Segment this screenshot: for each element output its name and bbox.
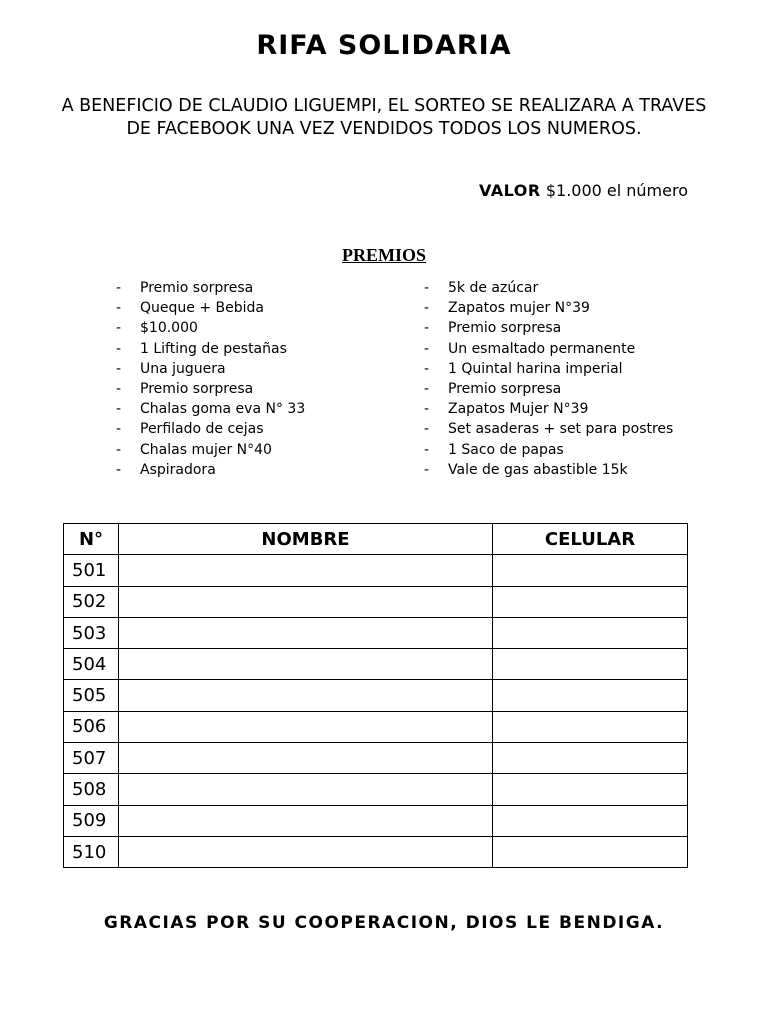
prize-item: - 1 Quintal harina imperial bbox=[424, 360, 623, 377]
prize-label: Premio sorpresa bbox=[448, 320, 562, 337]
prize-label: $10.000 bbox=[140, 320, 198, 337]
prize-item: - 1 Saco de papas bbox=[424, 441, 564, 458]
prize-item: - Zapatos Mujer N°39 bbox=[424, 401, 589, 418]
table-row bbox=[64, 617, 688, 648]
name-cell[interactable] bbox=[119, 743, 493, 774]
prize-item: - Un esmaltado permanente bbox=[424, 340, 636, 357]
phone-cell[interactable] bbox=[493, 555, 688, 586]
prize-label: 1 Lifting de pestañas bbox=[140, 340, 287, 357]
prize-list-left bbox=[116, 278, 305, 480]
prize-item: - Vale de gas abastible 15k bbox=[424, 461, 628, 478]
row-number: 501 bbox=[64, 555, 119, 586]
name-cell[interactable] bbox=[119, 774, 493, 805]
prize-item: - Premio sorpresa bbox=[424, 320, 562, 337]
row-number: 504 bbox=[64, 649, 119, 680]
price-line bbox=[479, 181, 688, 200]
header-phone: CELULAR bbox=[493, 524, 688, 555]
prize-label: Chalas goma eva N° 33 bbox=[140, 401, 306, 418]
table-header-row bbox=[64, 524, 688, 555]
name-cell[interactable] bbox=[119, 711, 493, 742]
phone-cell[interactable] bbox=[493, 805, 688, 836]
prize-item: - Zapatos mujer N°39 bbox=[424, 300, 590, 317]
page-title: RIFA SOLIDARIA bbox=[256, 30, 512, 61]
phone-cell[interactable] bbox=[493, 743, 688, 774]
prize-item: - Queque + Bebida bbox=[116, 300, 264, 317]
prize-item: - Premio sorpresa bbox=[116, 280, 254, 296]
prize-label: 1 Saco de papas bbox=[448, 441, 564, 458]
intro-text: A BENEFICIO DE CLAUDIO LIGUEMPI, EL SORTEO SE REALIZARA A TRAVES DE FACEBOOK UNA VEZ VENDIDOS TODOS LOS NUMEROS. bbox=[61, 96, 707, 139]
name-cell[interactable] bbox=[119, 805, 493, 836]
prize-label: Zapatos Mujer N°39 bbox=[448, 401, 589, 418]
table-row bbox=[64, 743, 688, 774]
prize-list-right bbox=[424, 278, 673, 480]
prize-label: Un esmaltado permanente bbox=[448, 340, 636, 357]
prize-label: Una juguera bbox=[140, 360, 226, 377]
name-cell[interactable] bbox=[119, 555, 493, 586]
table-row bbox=[64, 586, 688, 617]
prize-label: Set asaderas + set para postres bbox=[448, 421, 674, 438]
prize-item: - Premio sorpresa bbox=[424, 380, 562, 397]
row-number: 506 bbox=[64, 711, 119, 742]
price-value: $1.000 el número bbox=[545, 181, 688, 200]
phone-cell[interactable] bbox=[493, 586, 688, 617]
prize-item: - Chalas mujer N°40 bbox=[116, 441, 272, 458]
name-cell[interactable] bbox=[119, 649, 493, 680]
header-number: N° bbox=[64, 524, 119, 555]
prize-label: Zapatos mujer N°39 bbox=[448, 300, 590, 317]
name-cell[interactable] bbox=[119, 617, 493, 648]
prize-item: - Premio sorpresa bbox=[116, 380, 254, 397]
phone-cell[interactable] bbox=[493, 617, 688, 648]
prize-label: Vale de gas abastible 15k bbox=[448, 461, 628, 478]
row-number: 507 bbox=[64, 743, 119, 774]
prize-item: - Aspiradora bbox=[116, 461, 216, 478]
row-number: 502 bbox=[64, 586, 119, 617]
header-name: NOMBRE bbox=[119, 524, 493, 555]
row-number: 503 bbox=[64, 617, 119, 648]
table-row bbox=[64, 649, 688, 680]
table-row bbox=[64, 711, 688, 742]
prize-item: - Una juguera bbox=[116, 360, 226, 377]
prize-label: Premio sorpresa bbox=[140, 380, 254, 397]
footer-message: GRACIAS POR SU COOPERACION, DIOS LE BENDIGA. bbox=[103, 913, 665, 933]
phone-cell[interactable] bbox=[493, 711, 688, 742]
table-row bbox=[64, 805, 688, 836]
phone-cell[interactable] bbox=[493, 836, 688, 867]
table-row bbox=[64, 555, 688, 586]
name-cell[interactable] bbox=[119, 836, 493, 867]
prize-label: 5k de azúcar bbox=[448, 280, 539, 296]
prize-item: - Perfilado de cejas bbox=[116, 421, 264, 438]
name-cell[interactable] bbox=[119, 680, 493, 711]
row-number: 508 bbox=[64, 774, 119, 805]
prize-item: - 1 Lifting de pestañas bbox=[116, 340, 287, 357]
prize-label: Premio sorpresa bbox=[448, 380, 562, 397]
row-number: 509 bbox=[64, 805, 119, 836]
table-row bbox=[64, 836, 688, 867]
prize-item: - Set asaderas + set para postres bbox=[424, 421, 674, 438]
prize-item: - Chalas goma eva N° 33 bbox=[116, 401, 306, 418]
phone-cell[interactable] bbox=[493, 649, 688, 680]
premios-heading: PREMIOS bbox=[341, 245, 426, 265]
table-row bbox=[64, 680, 688, 711]
raffle-table bbox=[63, 523, 688, 868]
price-label: VALOR bbox=[479, 181, 541, 200]
prize-label: Queque + Bebida bbox=[140, 300, 264, 317]
prize-item: - $10.000 bbox=[116, 320, 198, 337]
row-number: 505 bbox=[64, 680, 119, 711]
prize-label: 1 Quintal harina imperial bbox=[448, 360, 623, 377]
row-number: 510 bbox=[64, 836, 119, 867]
table-row bbox=[64, 774, 688, 805]
phone-cell[interactable] bbox=[493, 680, 688, 711]
prize-label: Premio sorpresa bbox=[140, 280, 254, 296]
prize-label: Chalas mujer N°40 bbox=[140, 441, 272, 458]
name-cell[interactable] bbox=[119, 586, 493, 617]
prize-label: Aspiradora bbox=[140, 461, 216, 478]
prize-label: Perfilado de cejas bbox=[140, 421, 264, 438]
phone-cell[interactable] bbox=[493, 774, 688, 805]
prize-item: - 5k de azúcar bbox=[424, 280, 539, 296]
